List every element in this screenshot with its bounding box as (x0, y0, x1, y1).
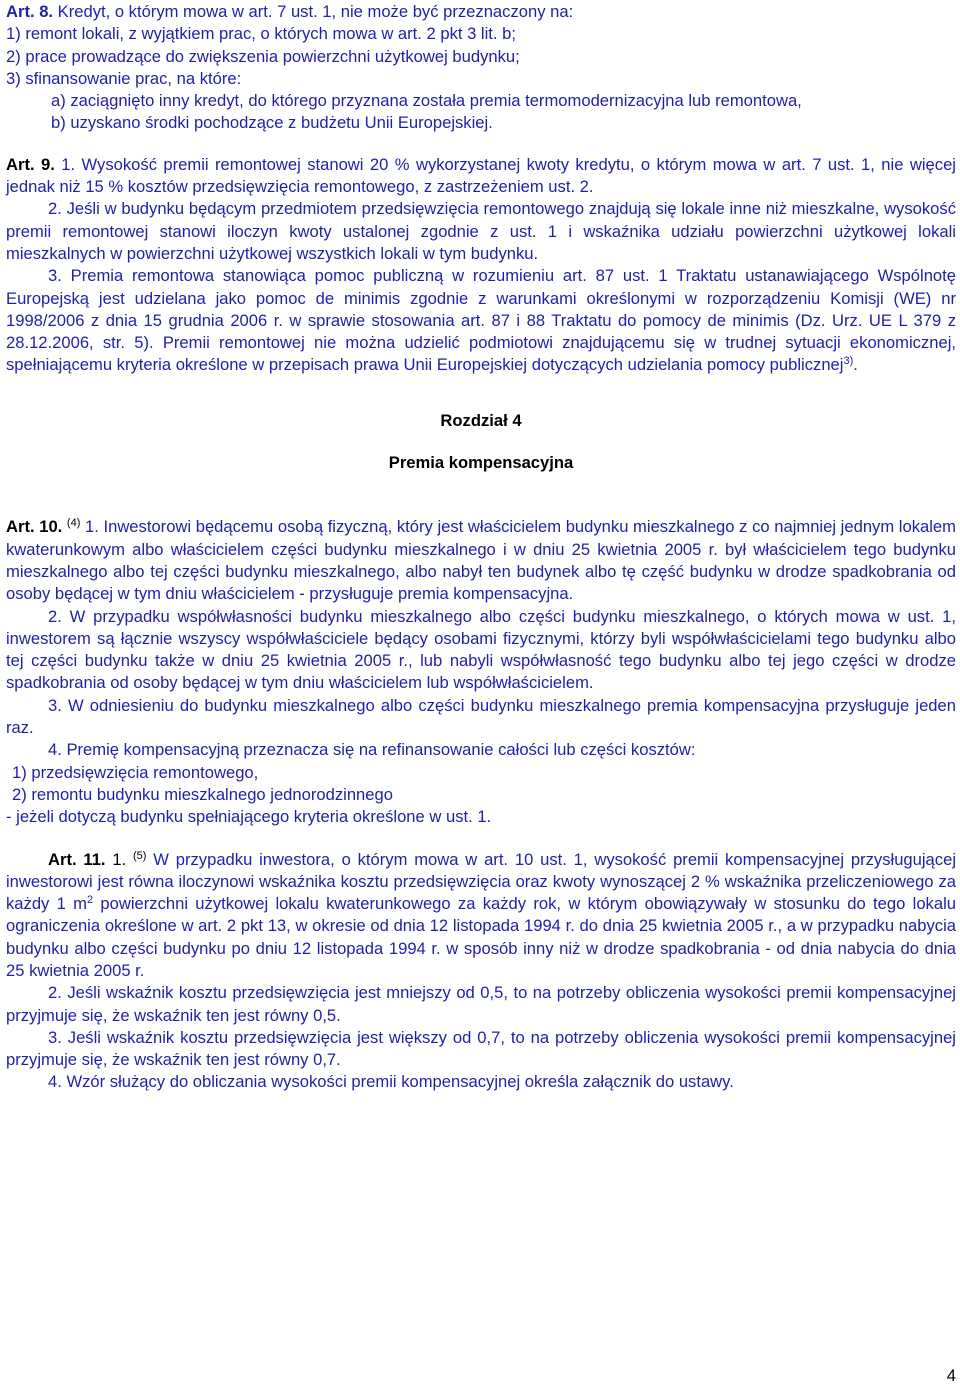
art11-p1-text-b: powierzchni użytkowej lokalu kwaterunkowego za każdy rok, w którym obowiązywały w stosunku do tego lokalu ograniczenia określone w art. 2 pkt 13, w okresie od dnia 12 listopada 1994 r. do dnia 25 kwietnia 2005 r., a w przypadku nabycia budynku albo części budynku po dniu 12 listopada 1994 r. w sposób inny niż w drodze spadkobrania - od dnia nabycia do dnia 25 kwietnia 2005 r. (6, 894, 956, 980)
art10-item-2: 2) remontu budynku mieszkalnego jednorodzinnego (12, 784, 393, 804)
art9-p3-text: 3. Premia remontowa stanowiąca pomoc publiczną w rozumieniu art. 87 ust. 1 Traktatu ustanawiającego Wspólnotę Europejską jest udzielana jako pomoc de minimis zgodnie z warunkami określonymi w rozporządzeniu Komisji (WE) nr 1998/2006 z dnia 15 grudnia 2006 r. w sprawie stosowania art. 87 i 88 Traktatu do pomocy de minimis (Dz. Urz. UE L 379 z 28.12.2006, str. 5). Premii remontowej nie można udzielić podmiotowi znajdującemu się w trudnej sytuacji ekonomicznej, spełniającemu kryteria określone w przepisach prawa Unii Europejskiej dotyczących udzielania pomocy publicznej (6, 266, 956, 375)
art9-p1-text: 1. Wysokość premii remontowej stanowi 20 % wykorzystanej kwoty kredytu, o którym mowa w art. 7 ust. 1, nie więcej jednak niż 15 % kosztów przedsięwzięcia remontowego, z zastrzeżeniem ust. 2. (6, 154, 956, 197)
art11-paragraph-4: 4. Wzór służący do obliczania wysokości premii kompensacyjnej określa załącznik do ustawy. (48, 1072, 734, 1092)
art11-label: Art. 11. (48, 849, 106, 869)
document-page (6, 1, 956, 1094)
page-number: 4 (946, 1366, 956, 1385)
art8-intro-text: Kredyt, o którym mowa w art. 7 ust. 1, nie może być przeznaczony na: (53, 2, 574, 21)
art10-paragraph-2: 2. W przypadku współwłasności budynku mieszkalnego albo części budynku mieszkalnego, o których mowa w ust. 1, inwestorem są łącznie wszyscy współwłaściciele będący osobami fizycznymi, którzy byli współwłaścicielami tego budynku albo tej części budynku także w dniu 25 kwietnia 2005 r., lub nabyli współwłasność tego budynku albo tej jego części w drodze spadkobrania od osoby będącej w tym dniu właścicielem lub współwłaścicielem. (6, 606, 956, 693)
chapter-title: Premia kompensacyjna (388, 453, 574, 473)
art9-label: Art. 9. (6, 154, 55, 174)
art11-paragraph-2: 2. Jeśli wskaźnik kosztu przedsięwzięcia jest mniejszy od 0,5, to na potrzeby obliczenia wysokości premii kompensacyjnej przyjmuje się, że wskaźnik ten jest równy 0,5. (6, 983, 956, 1025)
spacer (6, 829, 956, 849)
art9-paragraph-1 (6, 154, 956, 199)
art8-item-2: 2) prace prowadzące do zwiększenia powierzchni użytkowej budynku; (6, 46, 520, 66)
art10-paragraph-1 (6, 516, 956, 605)
art9-p3-end: . (853, 355, 858, 375)
art10-tail: - jeżeli dotyczą budynku spełniającego kryteria określone w ust. 1. (6, 807, 492, 827)
art8-label: Art. 8. (6, 2, 54, 21)
art11-paragraph-3: 3. Jeśli wskaźnik kosztu przedsięwzięcia jest większy od 0,7, to na potrzeby obliczenia wysokości premii kompensacyjnej przyjmuje się, że wskaźnik ten jest równy 0,7. (6, 1027, 956, 1070)
art10-p1-text: 1. Inwestorowi będącemu osobą fizyczną, który jest właścicielem budynku mieszkalnego z co najmniej jednym lokalem kwaterunkowym albo właścicielem części budynku mieszkalnego i w dniu 25 kwietnia 2005 r. był właścicielem tego budynku mieszkalnego albo tej części budynku mieszkalnego, albo nabył ten budynek albo tę część budynku w drodze spadkobrania od osoby będącej w tym dniu właścicielem - przysługuje premia kompensacyjna. (6, 517, 956, 604)
art11-paragraph-1 (6, 849, 956, 983)
art8-intro (6, 1, 956, 23)
art9-footnote-ref: 3) (843, 355, 854, 368)
art8-subitem-b: b) uzyskano środki pochodzące z budżetu Unii Europejskiej. (51, 113, 493, 133)
art11-p1-sup: 2 (86, 894, 94, 907)
art11-footnote-ref: (5) (133, 849, 147, 862)
art9-paragraph-2: 2. Jeśli w budynku będącym przedmiotem przedsięwzięcia remontowego znajdują się lokale inne niż mieszkalne, wysokość premii remontowej stanowi iloczyn kwoty ustalonej zgodnie z ust. 1 i wskaźnika udziału powierzchni użytkowej lokali mieszkalnych w powierzchni użytkowej wszystkich lokali w tym budynku. (6, 199, 956, 263)
art10-label: Art. 10. (6, 517, 63, 537)
art10-paragraph-4: 4. Premię kompensacyjną przeznacza się na refinansowanie całości lub części kosztów: (48, 740, 696, 760)
art8-item-3: 3) sfinansowanie prac, na które: (6, 68, 242, 88)
spacer (6, 474, 956, 516)
art8-item-1: 1) remont lokali, z wyjątkiem prac, o których mowa w art. 2 pkt 3 lit. b; (6, 24, 516, 44)
art11-p1-text-a: W przypadku inwestora, o którym mowa w art. 10 ust. 1, wysokość premii kompensacyjnej przysługującej inwestorowi jest równa iloczynowi wskaźnika kosztu przedsięwzięcia oraz kwoty wynoszącej 2 % wskaźnika przeliczeniowego za każdy 1 m (6, 849, 957, 914)
art10-item-1: 1) przedsięwzięcia remontowego, (12, 762, 259, 782)
chapter-number: Rozdział 4 (440, 410, 522, 430)
art9-paragraph-3 (6, 265, 956, 376)
spacer (6, 135, 956, 154)
art8-subitem-a: a) zaciągnięto inny kredyt, do którego przyznana została premia termomodernizacyjna lub remontowa, (51, 91, 802, 111)
art10-footnote-ref: (4) (66, 517, 81, 530)
art11-num: 1. (105, 849, 134, 869)
art10-paragraph-3: 3. W odniesieniu do budynku mieszkalnego albo części budynku mieszkalnego premia kompensacyjna przysługuje jeden raz. (6, 695, 956, 738)
